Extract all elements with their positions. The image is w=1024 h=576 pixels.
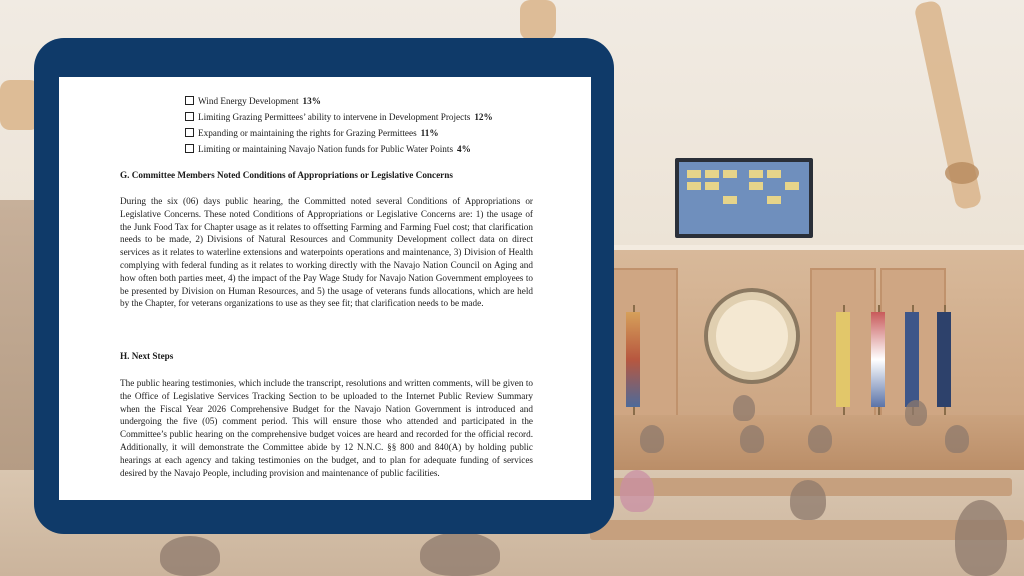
ceiling-beam: [520, 0, 556, 40]
section-g-body: During the six (06) days public hearing, the Committed noted several Conditions of Appropriations or Legislative Concerns. These noted Conditions of Appropriations or Legislative Concerns are: 1) the usage of the Junk Food Tax for Chapter usage as it relates to offsetting Farming and Farming Fuel cost; that clarification needs to be made, 2) Divisions of Natural Resources and Community Development collect data on direct services as it relates to waterline extensions and waterpoints operations and maintenance, 3) Division of Health complying with federal funding as it relates to working directly with the Navajo Nation Council on Aging and how often both parties meet, 4) the impact of the Pay Wage Study for Navajo Nation Government employees to be presented by Division on Human Resources, and 5) the usage of veterans funds allocations, which are held by the Chapter, for veterans organizations to use as they see fit; that clarification needs to be made.: [120, 196, 533, 309]
navajo-nation-seal: [704, 288, 800, 384]
checklist-item: [185, 109, 493, 125]
person: [160, 536, 220, 576]
checklist-item-percent: 4%: [457, 144, 471, 154]
section-h-body: The public hearing testimonies, which include the transcript, resolutions and written comments, will be given to the Office of Legislative Services Tracking Section to be uploaded to the Internet Public Review Summary when the Fiscal Year 2026 Comprehensive Budget for the Navajo Nation Government is introduced and undergoing the five (05) comment period. This will ensure those who attended and participated in the Committee’s public hearing on the comprehensive budget voices are heard and recorded for the official record. Additionally, it will demonstrate the Committee abide by 12 N.N.C. §§ 800 and 840(A) by holding public hearings at each agency and taking testimonies on the budget, and to plan for adequate funding of services desired by the Navajo People, including provision and maintenance of public facilities.: [120, 378, 533, 478]
checklist-item: [185, 93, 493, 109]
ceiling-lamp: [945, 162, 979, 184]
person: [740, 425, 764, 453]
document-page: [59, 77, 591, 500]
checklist-item-percent: 11%: [420, 128, 439, 138]
person: [955, 500, 1007, 576]
person: [790, 480, 826, 520]
checkbox-icon: [185, 144, 194, 153]
wall-monitor: [675, 158, 813, 238]
section-h-heading: H. Next Steps: [120, 351, 174, 361]
person: [945, 425, 969, 453]
person: [620, 470, 654, 512]
flag: [836, 312, 850, 407]
flag: [626, 312, 640, 407]
person: [640, 425, 664, 453]
person: [420, 532, 500, 576]
flag: [937, 312, 951, 407]
checkbox-icon: [185, 128, 194, 137]
flag: [905, 312, 919, 407]
checklist-item-percent: 12%: [474, 112, 493, 122]
checklist-item: [185, 125, 493, 141]
checklist-item-label: Limiting Grazing Permittees’ ability to intervene in Development Projects: [198, 112, 471, 122]
checklist-item: [185, 141, 493, 157]
flag: [871, 312, 885, 407]
checklist-item-percent: 13%: [302, 96, 321, 106]
section-g-heading: G. Committee Members Noted Conditions of Appropriations or Legislative Concerns: [120, 170, 453, 180]
checklist-item-label: Expanding or maintaining the rights for Grazing Permittees: [198, 128, 417, 138]
checkbox-icon: [185, 96, 194, 105]
person: [808, 425, 832, 453]
checkbox-icon: [185, 112, 194, 121]
checklist-item-label: Wind Energy Development: [198, 96, 299, 106]
priority-checklist: [185, 93, 493, 157]
person: [905, 400, 927, 426]
checklist-item-label: Limiting or maintaining Navajo Nation funds for Public Water Points: [198, 144, 454, 154]
person: [733, 395, 755, 421]
wall-panel: [612, 268, 678, 422]
